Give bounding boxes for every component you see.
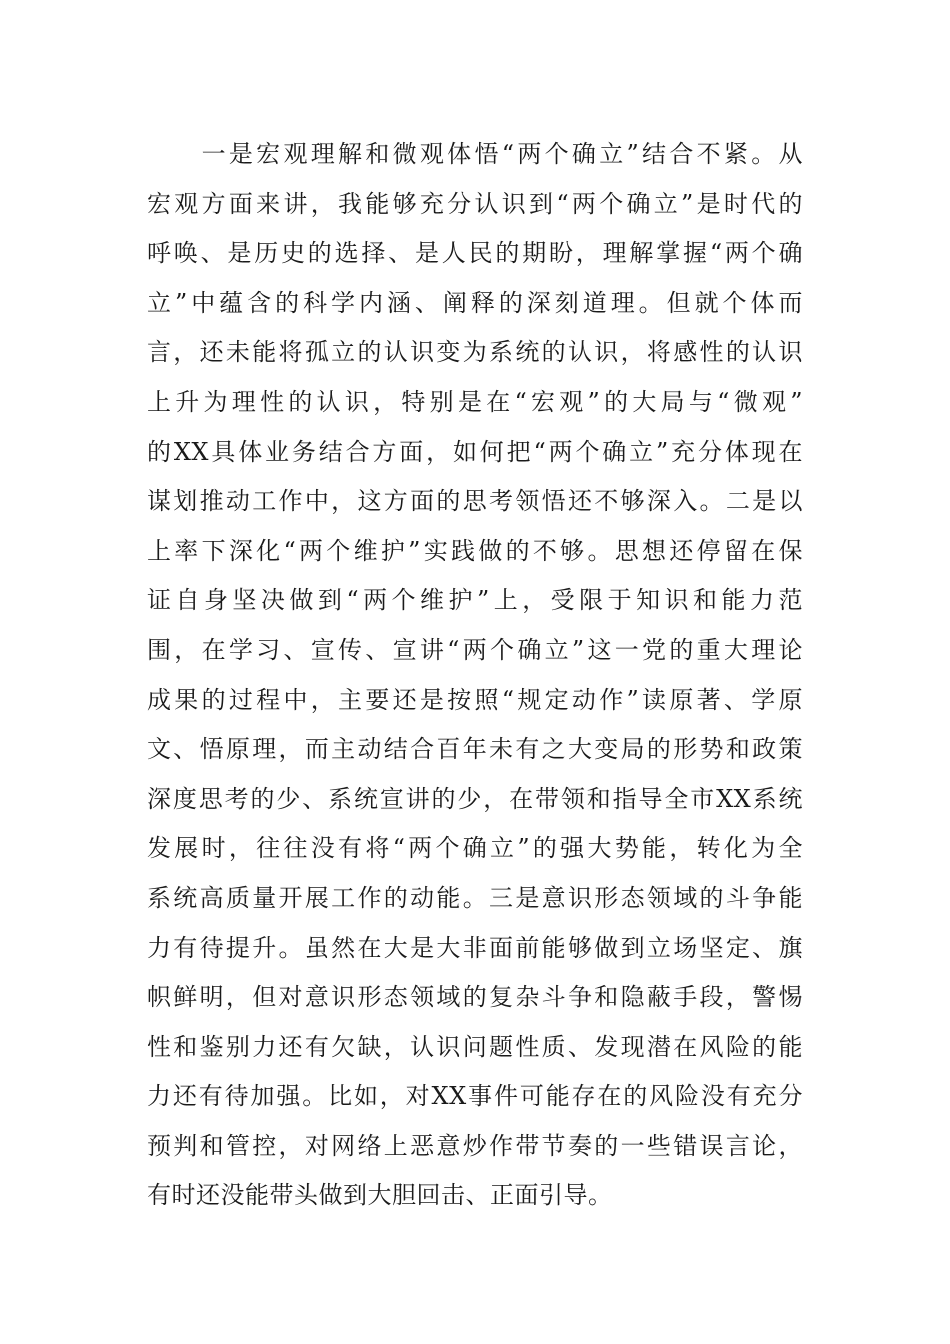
text-line: 成果的过程中，主要还是按照“规定动作”读原著、学原 [147,685,803,714]
text-line: 一是宏观理解和微观体悟“两个确立”结合不紧。从 [147,140,803,168]
text-line: 力有待提升。虽然在大是大非面前能够做到立场坚定、旗 [147,933,803,962]
text-line: 深度思考的少、系统宣讲的少，在带领和指导全市XX系统 [147,784,803,813]
text-line: 言，还未能将孤立的认识变为系统的认识，将感性的认识 [147,338,803,367]
text-line: 发展时，往往没有将“两个确立”的强大势能，转化为全 [147,834,803,863]
text-line: 帜鲜明，但对意识形态领域的复杂斗争和隐蔽手段，警惕 [147,983,803,1012]
text-line: 立”中蕴含的科学内涵、阐释的深刻道理。但就个体而 [147,288,803,317]
text-line: 谋划推动工作中，这方面的思考领悟还不够深入。二是以 [147,487,803,516]
text-line: 力还有待加强。比如，对XX事件可能存在的风险没有充分 [147,1082,803,1111]
text-line: 宏观方面来讲，我能够充分认识到“两个确立”是时代的 [147,189,803,218]
text-line: 预判和管控，对网络上恶意炒作带节奏的一些错误言论， [147,1131,803,1160]
text-line: 证自身坚决做到“两个维护”上，受限于知识和能力范 [147,586,803,615]
body-paragraph [147,130,803,1221]
text-line: 性和鉴别力还有欠缺，认识问题性质、发现潜在风险的能 [147,1032,803,1061]
text-line: 文、悟原理，而主动结合百年未有之大变局的形势和政策 [147,735,803,764]
text-line: 系统高质量开展工作的动能。三是意识形态领域的斗争能 [147,883,803,912]
text-line: 有时还没能带头做到大胆回击、正面引导。 [147,1181,613,1210]
text-line: 围，在学习、宣传、宣讲“两个确立”这一党的重大理论 [147,635,803,664]
text-line: 上率下深化“两个维护”实践做的不够。思想还停留在保 [147,536,803,565]
text-line: 呼唤、是历史的选择、是人民的期盼，理解掌握“两个确 [147,239,803,268]
text-line: 上升为理性的认识，特别是在“宏观”的大局与“微观” [147,387,803,416]
text-line: 的XX具体业务结合方面，如何把“两个确立”充分体现在 [147,437,803,466]
